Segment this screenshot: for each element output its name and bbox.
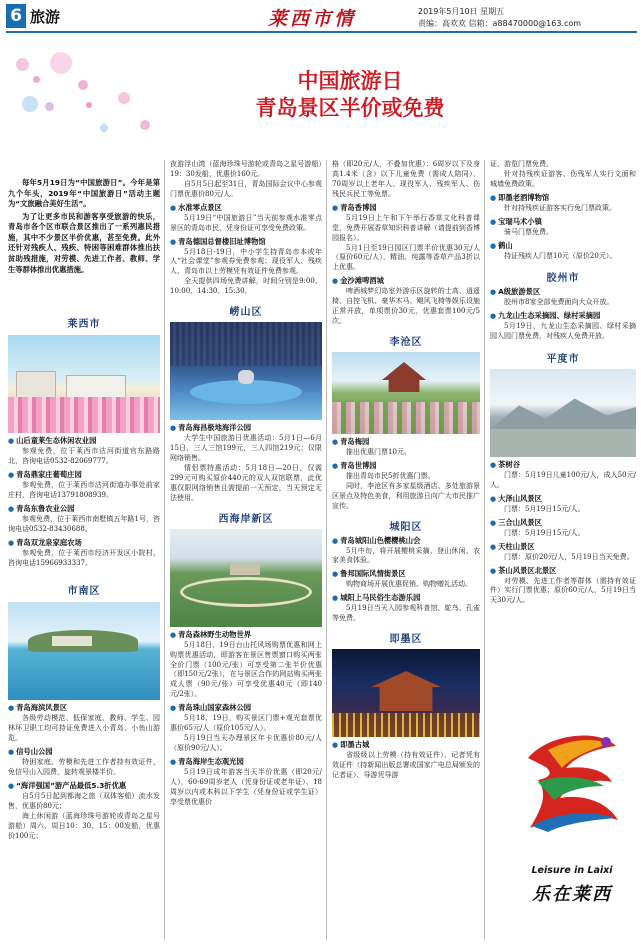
item-body: 门票：5月19日儿童100元/人，成人50元/人。	[490, 471, 636, 489]
photo-ocean-park-show	[170, 322, 322, 420]
district-heading-shinan: 市南区	[67, 586, 101, 598]
column-rule	[164, 160, 165, 940]
district-heading-chengyang: 城阳区	[389, 521, 423, 533]
item-body: 自5月5日起至31日，青岛国际会议中心参观门票优惠价80元/人。	[170, 179, 322, 198]
item-body: 参观免费，位于莱西市沽河街道办事处前家庄村，咨询电话13791808939。	[8, 480, 160, 499]
item-title: ● 青岛海岸生态观光园	[170, 757, 322, 768]
item-body: 情侣票特惠活动：5月18日—20日，仅需299元可购买原价440元的双人双馆联票，此优惠仅限网络销售且需提前一天预定，当天预定无法使用。	[170, 463, 322, 502]
column-rule	[326, 160, 327, 940]
item-body: 啤酒城梦幻岛室外游乐区旋转的士高、逍遥椅、自控飞机、豪华木马、飓风飞椅等娱乐设施正常开放，单项票价30元，优惠套票100元/5次。	[332, 287, 480, 326]
page-number: 6	[6, 4, 26, 28]
item-title: ● 茶树谷	[490, 460, 636, 471]
item-title: ● 三合山风景区	[490, 518, 636, 529]
photo-laixi-garden	[8, 335, 160, 433]
item-body: 5月1日至19日园区门票半价优惠30元/人（原价60元/人），精油、纯露等香草产品3折以上优惠。	[332, 243, 480, 272]
masthead-rule	[6, 31, 637, 33]
headline-line2: 青岛景区半价或免费	[255, 96, 445, 120]
logo-chinese: 乐在莱西	[532, 884, 612, 905]
item-title: ● “海洋强国”游产品最低5.3折优惠	[8, 781, 160, 792]
item-title: ● 茶山风景区北景区	[490, 566, 636, 577]
item-title: ● 青岛德国总督楼旧址博物馆	[170, 237, 322, 248]
photo-wildlife-park	[170, 529, 322, 627]
item-body: 5月19日，九龙山生态采摘园、绿村采摘园入园门票免费，对残疾人免费开放。	[490, 322, 636, 341]
item-body: 证、游览门票免费。	[490, 160, 553, 168]
item-body: 购物商场开展优惠促销、购物赠礼活动。	[346, 580, 472, 589]
item-body: 5月18日-19日，中小学生持青岛市本或年人“社会课堂”参观券免费参观；现役军人、残疾人、青岛市以上劳模凭有效证件免费参观。	[170, 247, 322, 276]
item-title: ● 青岛鼎家庄葡萄庄园	[8, 470, 160, 481]
item-body: 参观免费，位于莱西市沽河街道官东路路北，咨询电话0532-82069777。	[8, 447, 160, 466]
item-body: 门票：5月19日15元/人。	[504, 528, 585, 537]
item-body: 全天提供四场免费讲解，时间分别是9:00、10:00、14:30、15:30。	[170, 277, 322, 296]
item-body: 骑马门票免费。	[504, 227, 553, 236]
district-heading-pingdu: 平度市	[546, 354, 580, 366]
headline-line1: 中国旅游日	[297, 69, 403, 93]
item-title: ● 青岛珠山国家森林公园	[170, 703, 322, 714]
item-body: 推出优惠门票10元。	[346, 447, 411, 456]
item-body: 持证残疾人门票10元（原价20元）。	[504, 251, 617, 260]
item-body: 对劳模、先进工作者等群体（需持有效证件）实行门票优惠；原价60元/人，5月19日当天30元/人。	[490, 576, 636, 605]
leisure-logo-mark	[508, 728, 636, 838]
column-3	[332, 160, 480, 943]
item-body: 夜游浮山湾（蓝海珍珠号游轮或青岛之星号游船）19：30发船，优惠价160元。	[170, 160, 322, 178]
item-title: ● 山后童莱生态休闲农业园	[8, 436, 160, 447]
item-body: 同时，李沧区有多家星级酒店、多处旅游景区景点及特色美食，利用旅游日向广大市民推广宣传。	[332, 481, 480, 510]
item-title: ● 青岛森林野生动物世界	[170, 630, 322, 641]
item-body: 5月中旬，将开展樱桃采摘、登山休闲、农家美食体验。	[332, 546, 480, 565]
item-title: ● 天柱山景区	[490, 542, 636, 553]
item-body: 5月19日“中国旅游日”当天前参观水准零点景区的青岛市民，凭身份证可享受免费政策。	[170, 213, 322, 232]
column-2	[170, 160, 322, 943]
item-title: ● 即墨古城	[332, 740, 480, 751]
item-body: 针对持残疾证游客、伤残军人实行文面和城墙免费政策。	[490, 169, 636, 188]
item-title: ● 青岛海昌极地海洋公园	[170, 423, 322, 434]
district-heading-laixi: 莱西市	[67, 319, 101, 331]
item-body: 参观免费，位于莱西市经济开发区小院村，咨询电话15966933337。	[8, 548, 160, 567]
item-body: 参观免费，位于莱西市南墅镇五年路1号，咨询电话0532-83430688。	[8, 514, 160, 533]
editor-line: 责编：高欢欢 信箱：a88470000@163.com	[418, 19, 582, 28]
item-title: ● 城阳上马民俗生态游乐园	[332, 593, 480, 604]
column-rule	[484, 160, 485, 940]
item-body: 门票：5月19日15元/人。	[504, 504, 585, 513]
item-title: ● 鹤山	[490, 241, 636, 252]
district-heading-west-coast: 西海岸新区	[218, 513, 274, 525]
column-4	[490, 160, 636, 720]
item-body: 推出青岛市民5折优惠门票。	[346, 471, 435, 480]
item-body: 胶州市8家全部免费面向大众开放。	[504, 298, 614, 307]
logo-english: Leisure in Laixi	[531, 865, 613, 876]
item-title: ● 青岛梅园	[332, 437, 480, 448]
item-title: ● 青岛城阳山色樱樱桃山会	[332, 536, 480, 547]
item-title: ● 青岛香博园	[332, 203, 480, 214]
item-body: 5月19日成年游客当天半价优惠（即20元/人），60-69周岁老人（凭身份证或老年证）、18周岁以内或本科以下学生（凭身份证或学生证）享受票优惠价	[170, 767, 322, 806]
item-body: 海上休闲游（蓝海珍珠号游轮或青岛之星号游船）周六、周日10：30、15：00发船，优惠价100元；	[8, 811, 160, 840]
item-body: 门票：原价20元/人，5月19日当天免费。	[504, 552, 634, 561]
item-title: ● 青岛东鲁农业公园	[8, 504, 160, 515]
item-body: 自5月5日起到都海之旅（双体客船）流水发售，优惠价80元；	[8, 791, 160, 810]
item-body: 特困家庭、劳模和先进工作者持有效证件，免信号山入园费，旋转观景楼半价。	[8, 758, 160, 777]
item-title: ● 宝瑞马术小镇	[490, 217, 636, 228]
district-heading-jiaozhou: 胶州市	[546, 273, 580, 285]
item-body: 5月19日当天办理景区年卡优惠价80元/人（原价90元/人）。	[170, 734, 322, 752]
item-title: ● A级旅游景区	[490, 287, 636, 298]
item-body: 5月19日上午和下午举行香草文化科普课堂，免费开展香草知识科普讲解（请提前到香博园报名）。	[332, 213, 480, 242]
paper-name: 莱西市情	[268, 8, 357, 30]
item-body: 5月18、19日，购买景区门票+观光套票优惠价65元/人（原价105元/人）。	[170, 714, 322, 733]
item-title: ● 大泽山风景区	[490, 494, 636, 505]
item-title: ● 鲁邦国际风情街景区	[332, 569, 480, 580]
item-body: 格（即20元/人，不叠加优惠）；6周岁以下及身高1.4米（含）以下儿童免费（需成人陪同），70周岁以上老年人、现役军人、残疾军人、伤残民兵民工等免票。	[332, 160, 480, 198]
section-title: 旅游	[30, 8, 61, 26]
issue-date: 2019年5月10日 星期五	[418, 7, 505, 16]
photo-pingdu-mountains	[490, 369, 636, 457]
item-body: 5月19日当天入园参观科普馆、鸵鸟、孔雀等免费。	[332, 604, 480, 623]
item-body: 省级级以上劳模（持有效证件）、记者凭有效证件（持新闻出版总署或国家广电总局颁发的记者证）、导游凭导游	[332, 751, 480, 779]
lead-paragraph-1: 每年5月19日为“中国旅游日”。今年是第九个年头，2019年“中国旅游日”活动主题为“文旅融合美好生活”。	[8, 178, 160, 209]
column-1	[8, 178, 160, 943]
item-title: ● 信号山公园	[8, 747, 160, 758]
item-body: 针对持残疾证游客实行免门票政策。	[504, 203, 616, 212]
item-title: ● 青岛海滨风景区	[8, 703, 160, 714]
photo-plum-garden	[332, 352, 480, 434]
item-title: ● 青岛双龙泉家庭农场	[8, 538, 160, 549]
item-title: ● 水准零点景区	[170, 203, 322, 214]
district-heading-licang: 李沧区	[389, 337, 423, 348]
item-body: 大学生中国旅游日优惠活动：5月1日—6月15日，三人三馆199元，三人四馆219元；仅限网络销售。	[170, 434, 322, 462]
item-title: ● 九龙山生态采摘园、绿村采摘园	[490, 311, 636, 322]
photo-shinan-coast	[8, 602, 160, 700]
item-title: ● 金沙滩啤酒城	[332, 276, 480, 287]
item-body: 各级劳动模范、低保家庭、教师、学生、园林环卫职工均可持证免费进入小青岛、小鱼山游览。	[8, 714, 160, 743]
item-title: ● 青岛世博园	[332, 461, 480, 472]
photo-jimo-ancient-city-night	[332, 649, 480, 737]
item-body: 5月18日、19日台山托风场购票优惠和网上购票优惠活动，即游客在景区售票窗口购买两张全价门票（100元/张）可享受第二张半价优惠（即150元/2张），在与景区合作的网站购买两张成人票（90元/张）可享受优惠40元（即140元/2张）。	[170, 640, 322, 699]
district-heading-jimo: 即墨区	[389, 634, 423, 646]
item-title: ● 即墨老酒博物馆	[490, 193, 636, 204]
lead-paragraph-2: 为了让更多市民和游客享受旅游的快乐，青岛市各个区市联合景区推出了一系列惠民措施，其中不少景区半价优惠，甚至免费。此外还针对残疾人、残疾、特困等困难群体推出扶贫助残措施，对劳模、先进工作者、教师、学生等群体推出优惠措施。	[8, 211, 160, 274]
district-heading-laoshan: 崂山区	[229, 307, 263, 319]
